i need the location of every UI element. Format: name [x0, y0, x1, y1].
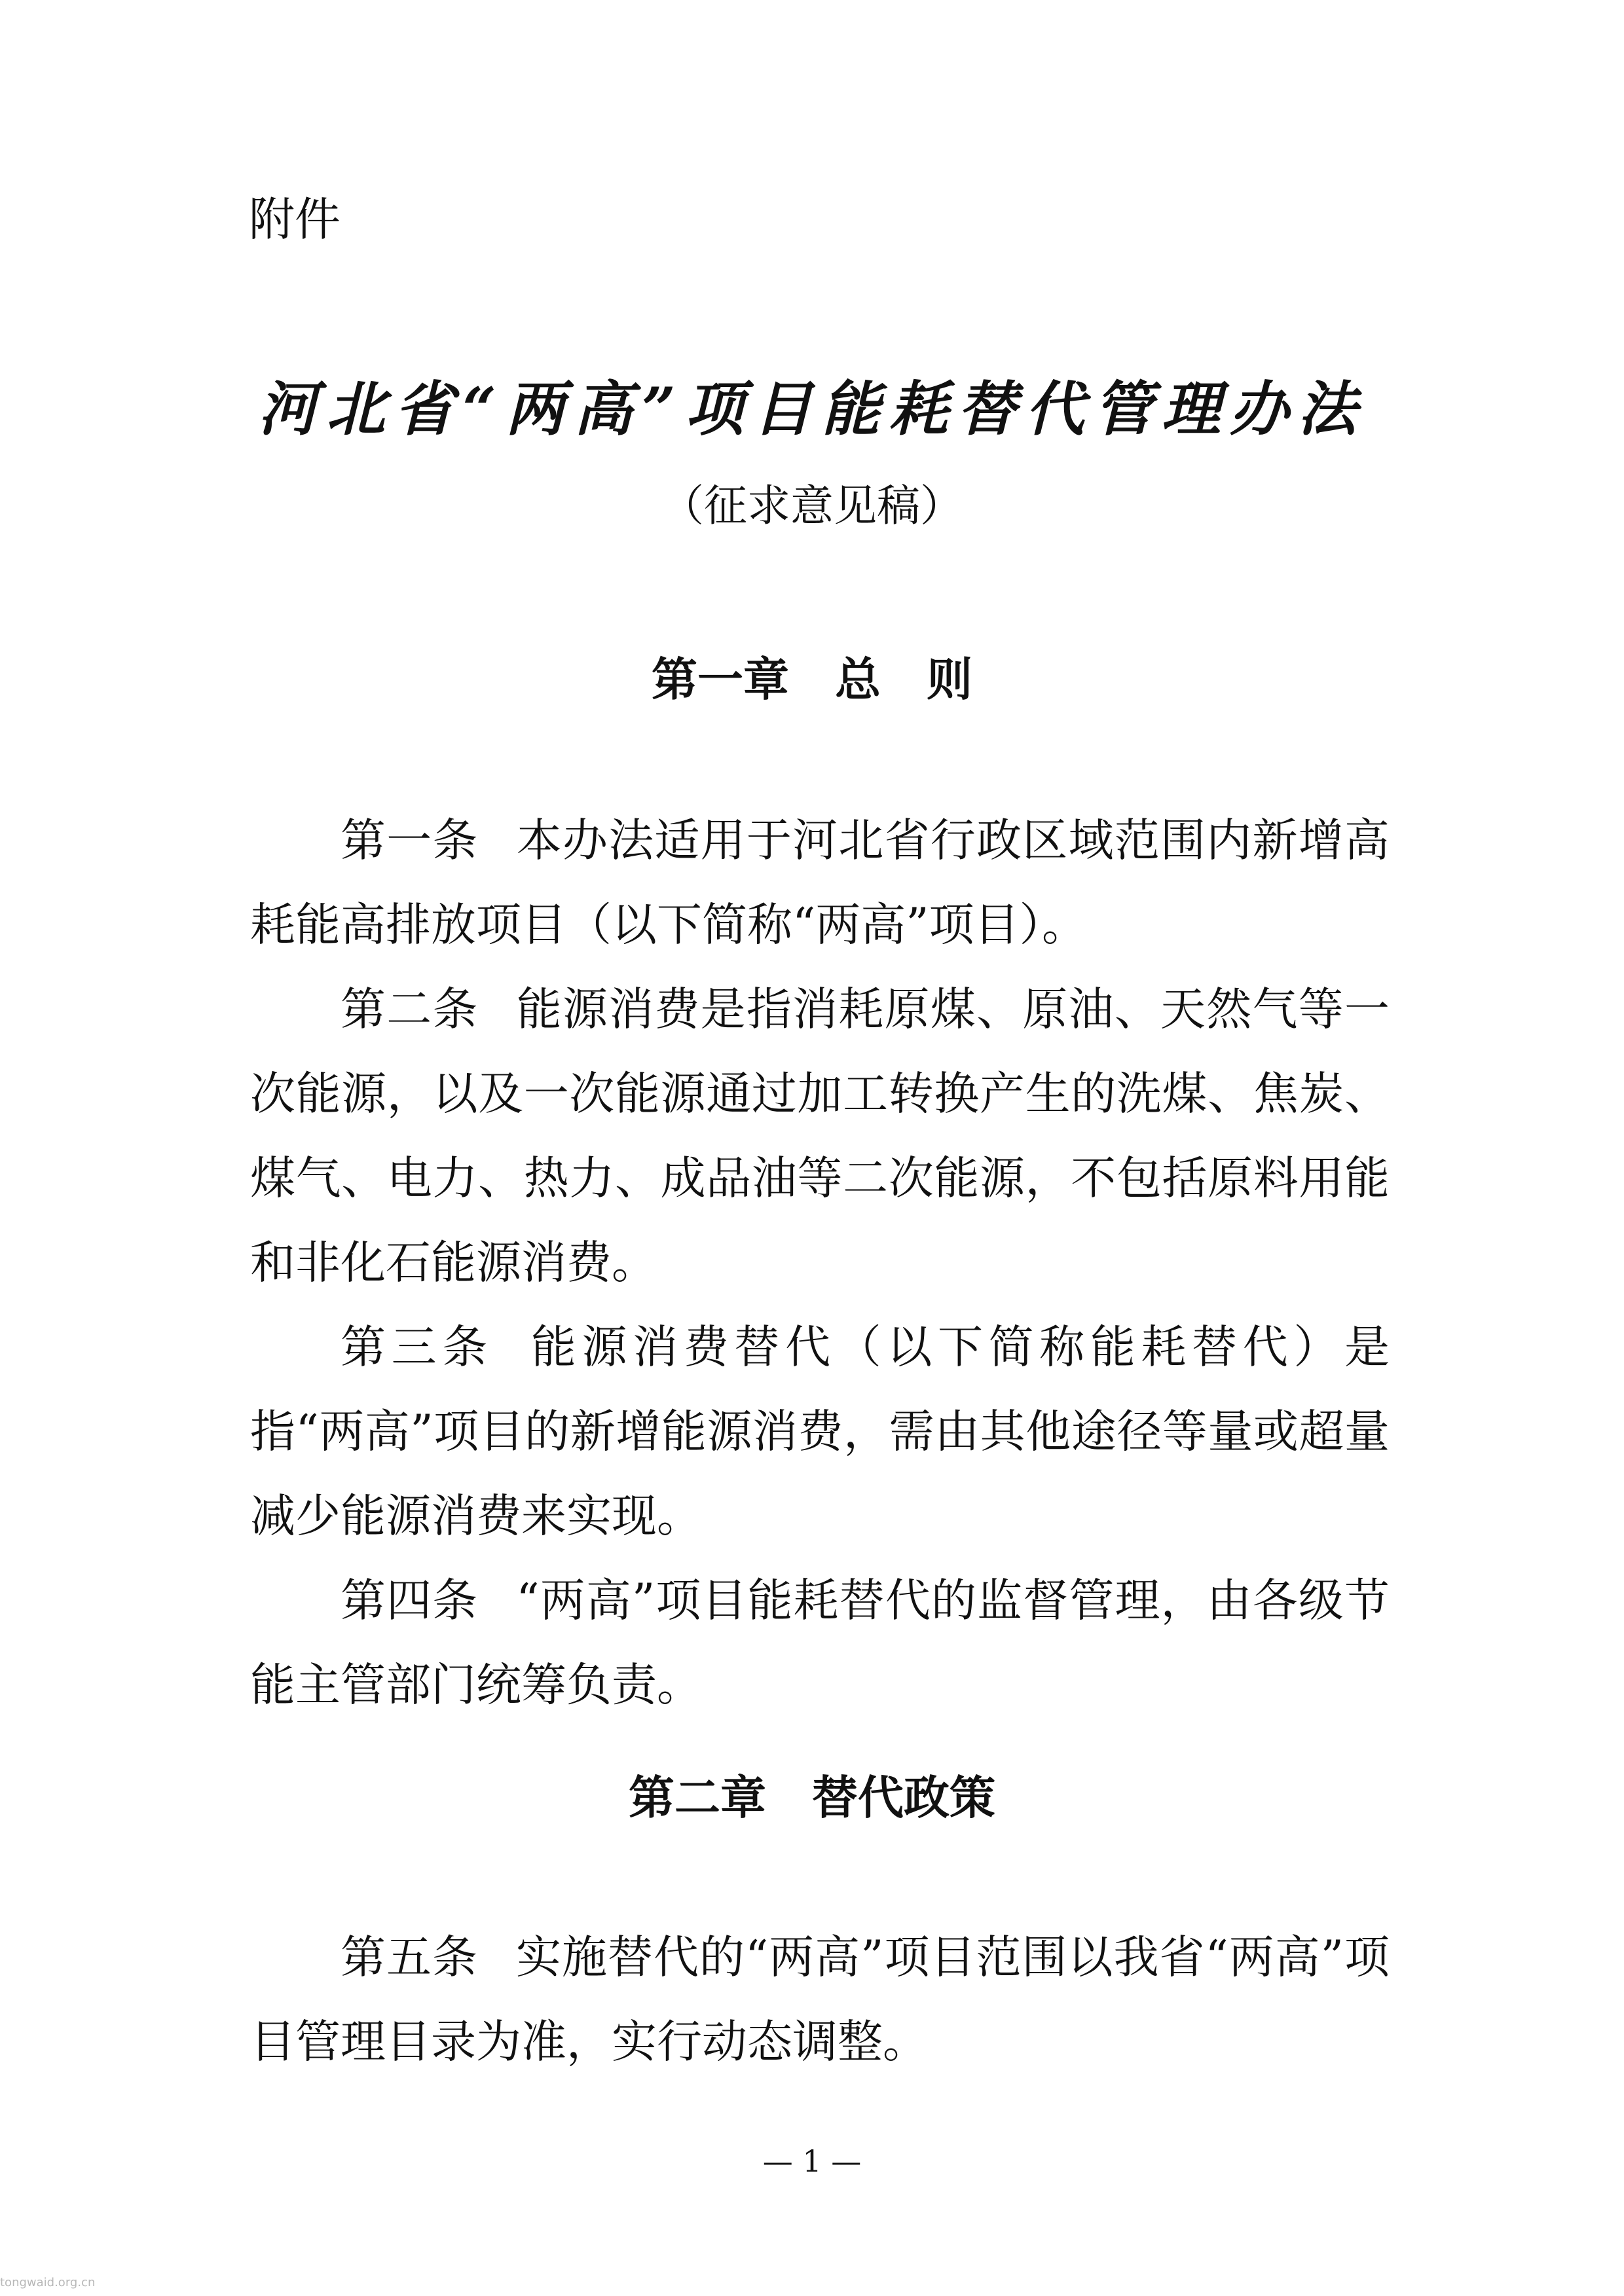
article-text: 实施替代的“两高”项目范围以我省“两高”项目管理目录为准，实行动态调整。 — [250, 1931, 1390, 2068]
article-label: 第三条 — [341, 1321, 493, 1374]
article-paragraph — [250, 1916, 1390, 2085]
chapter-heading: 第一章 总 则 — [652, 653, 972, 706]
page-number: — 1 — — [762, 2143, 862, 2179]
article-label: 第一条 — [341, 814, 479, 867]
document-title: 河北省“两高”项目能耗替代管理办法 — [258, 374, 1366, 444]
article-label: 第四条 — [341, 1575, 479, 1627]
article-label: 第二条 — [341, 983, 479, 1036]
article-text: 能源消费是指消耗原煤、原油、天然气等一次能源，以及一次能源通过加工转换产生的洗煤、焦炭、煤气、电力、热力、成品油等二次能源，不包括原料用能和非化石能源消费。 — [250, 983, 1390, 1289]
article-paragraph — [250, 799, 1390, 968]
article-text: 能源消费替代（以下简称能耗替代）是指“两高”项目的新增能源消费，需由其他途径等量或超量减少能源消费来实现。 — [250, 1321, 1390, 1542]
article-label: 第五条 — [341, 1931, 478, 1984]
attachment-label: 附件 — [249, 192, 341, 246]
article-text: “两高”项目能耗替代的监督管理，由各级节能主管部门统筹负责。 — [250, 1575, 1390, 1711]
watermark: tongwaid.org.cn — [0, 2276, 96, 2289]
article-paragraph — [250, 1559, 1390, 1728]
article-text: 本办法适用于河北省行政区域范围内新增高耗能高排放项目（以下简称“两高”项目）。 — [250, 814, 1390, 951]
article-paragraph — [250, 968, 1390, 1305]
document-subtitle: （征求意见稿） — [661, 481, 963, 531]
article-paragraph — [250, 1305, 1390, 1559]
chapter-heading: 第二章 替代政策 — [629, 1771, 995, 1825]
